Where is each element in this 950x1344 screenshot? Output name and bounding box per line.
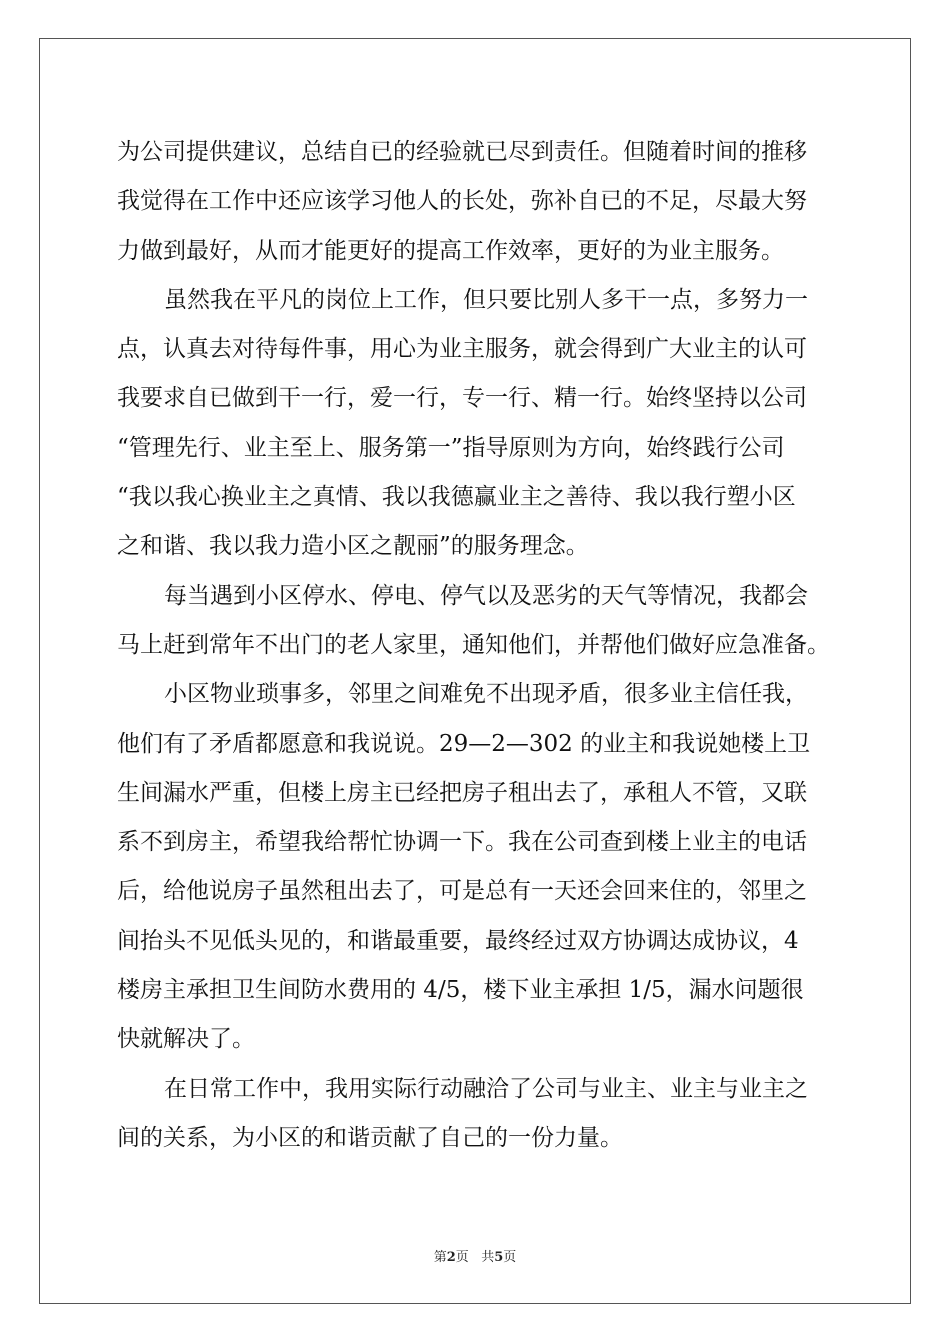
text-line: 我觉得在工作中还应该学习他人的长处，弥补自已的不足，尽最大努 bbox=[117, 188, 807, 215]
text-line: 生间漏水严重，但楼上房主已经把房子租出去了，承租人不管，又联 bbox=[117, 779, 807, 806]
text-line: 我要求自已做到干一行，爱一行，专一行、精一行。始终坚持以公司 bbox=[117, 385, 807, 412]
text-line: 之和谐、我以我力造小区之靓丽”的服务理念。 bbox=[117, 533, 589, 560]
page-prefix: 第 bbox=[433, 1250, 447, 1265]
total-suffix: 页 bbox=[503, 1250, 517, 1265]
text-line: 马上赶到常年不出门的老人家里，通知他们，并帮他们做好应急准备。 bbox=[117, 631, 830, 658]
page-number: 2 bbox=[446, 1250, 456, 1265]
text-line: 点，认真去对待每件事，用心为业主服务，就会得到广大业主的认可 bbox=[117, 336, 807, 363]
text-line: 他们有了矛盾都愿意和我说说。29—2—302 的业主和我说她楼上卫 bbox=[117, 730, 811, 757]
text-line: 后，给他说房子虽然租出去了，可是总有一天还会回来住的，邻里之 bbox=[117, 878, 807, 905]
total-pages: 5 bbox=[494, 1250, 504, 1265]
text-line: 快就解决了。 bbox=[117, 1026, 255, 1053]
text-line: 间抬头不见低头见的，和谐最重要，最终经过双方协调达成协议，4 bbox=[117, 927, 799, 954]
page-suffix: 页 bbox=[455, 1250, 469, 1265]
paragraph-first-line: 小区物业琐事多，邻里之间难免不出现矛盾，很多业主信任我， bbox=[164, 681, 808, 708]
paragraph-first-line: 虽然我在平凡的岗位上工作，但只要比别人多干一点，多努力一 bbox=[164, 286, 808, 313]
page-footer bbox=[0, 1246, 950, 1265]
paragraph-first-line: 在日常工作中，我用实际行动融洽了公司与业主、业主与业主之 bbox=[164, 1075, 808, 1102]
total-prefix: 共 bbox=[481, 1250, 495, 1265]
paragraph-first-line: 每当遇到小区停水、停电、停气以及恶劣的天气等情况，我都会 bbox=[164, 582, 808, 609]
text-line: “我以我心换业主之真情、我以我德赢业主之善待、我以我行塑小区 bbox=[117, 484, 796, 511]
text-line: 力做到最好，从而才能更好的提高工作效率，更好的为业主服务。 bbox=[117, 237, 784, 264]
text-line: 为公司提供建议，总结自已的经验就已尽到责任。但随着时间的推移 bbox=[117, 139, 807, 165]
document-body bbox=[117, 128, 837, 1163]
text-line: 楼房主承担卫生间防水费用的 4/5，楼下业主承担 1/5，漏水问题很 bbox=[117, 977, 804, 1004]
text-line: “管理先行、业主至上、服务第一”指导原则为方向，始终践行公司 bbox=[117, 434, 785, 461]
text-line: 间的关系，为小区的和谐贡献了自己的一份力量。 bbox=[117, 1124, 623, 1151]
text-line: 系不到房主，希望我给帮忙协调一下。我在公司查到楼上业主的电话 bbox=[117, 829, 807, 856]
